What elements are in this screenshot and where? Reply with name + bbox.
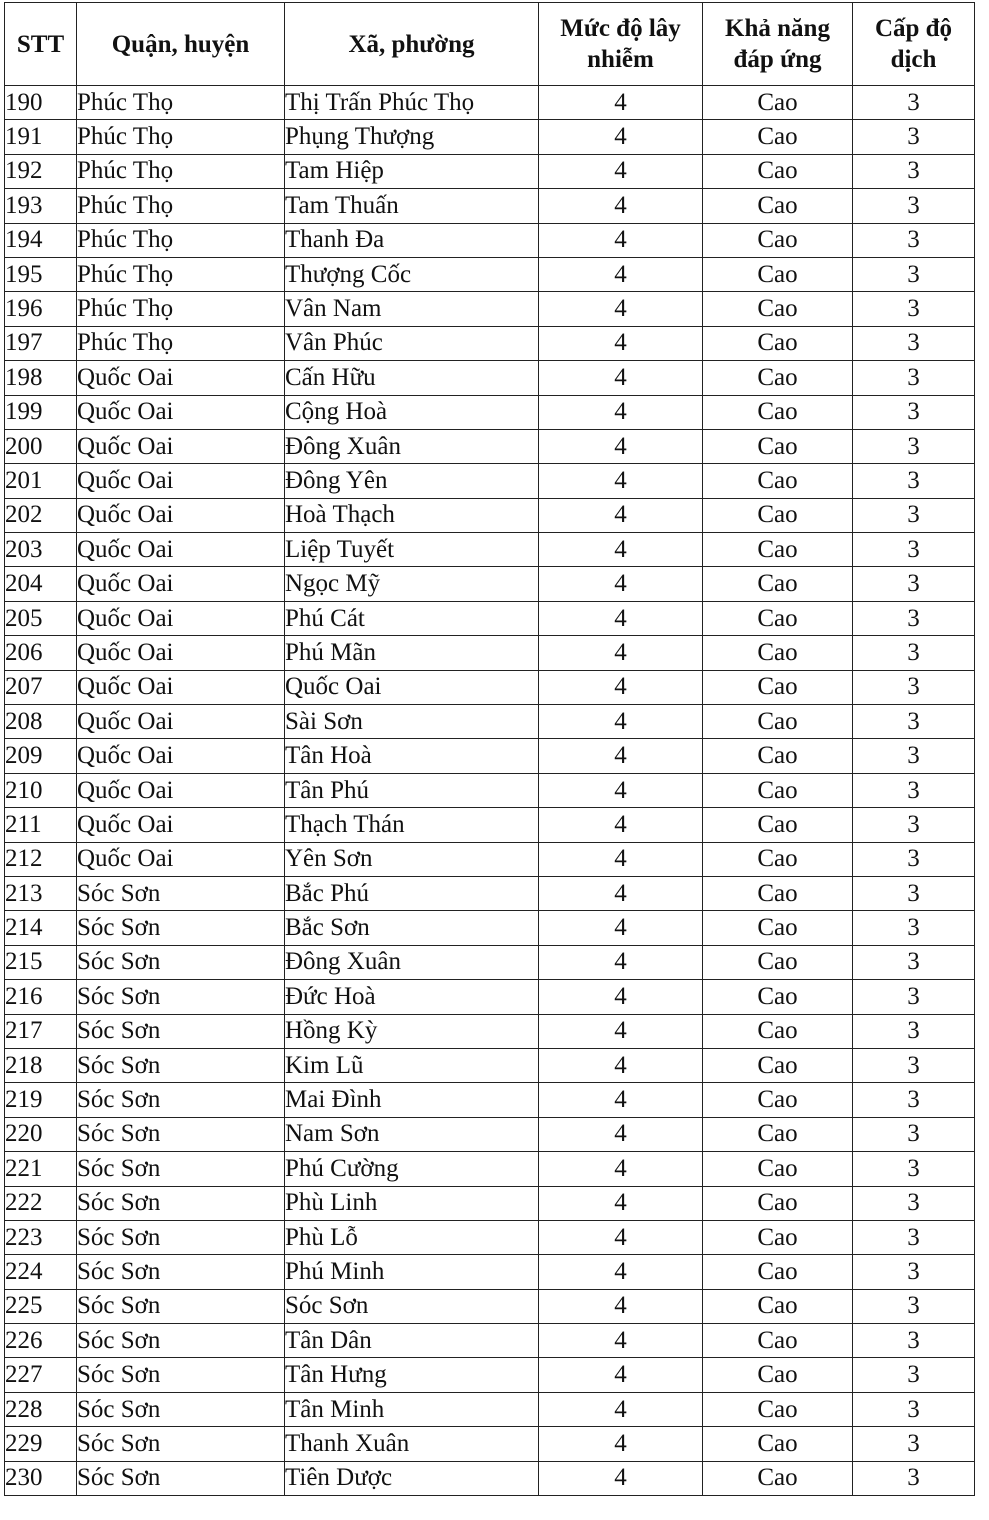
table-row bbox=[5, 739, 975, 773]
cell-ward: Bắc Phú bbox=[285, 876, 539, 910]
table-row bbox=[5, 601, 975, 635]
header-stt: STT bbox=[5, 3, 77, 86]
cell-stt: 190 bbox=[5, 86, 77, 120]
cell-infection-level: 4 bbox=[539, 464, 703, 498]
cell-ward: Bắc Sơn bbox=[285, 911, 539, 945]
cell-district: Sóc Sơn bbox=[77, 1220, 285, 1254]
header-row bbox=[5, 3, 975, 86]
cell-district: Quốc Oai bbox=[77, 498, 285, 532]
cell-ward: Thượng Cốc bbox=[285, 257, 539, 291]
cell-response-capacity: Cao bbox=[703, 601, 853, 635]
cell-infection-level: 4 bbox=[539, 876, 703, 910]
cell-ward: Tân Minh bbox=[285, 1392, 539, 1426]
cell-district: Sóc Sơn bbox=[77, 980, 285, 1014]
table-row bbox=[5, 1083, 975, 1117]
cell-ward: Tân Hoà bbox=[285, 739, 539, 773]
cell-ward: Phù Linh bbox=[285, 1186, 539, 1220]
cell-response-capacity: Cao bbox=[703, 292, 853, 326]
cell-response-capacity: Cao bbox=[703, 911, 853, 945]
cell-infection-level: 4 bbox=[539, 980, 703, 1014]
cell-district: Quốc Oai bbox=[77, 567, 285, 601]
cell-district: Quốc Oai bbox=[77, 636, 285, 670]
cell-ward: Vân Phúc bbox=[285, 326, 539, 360]
cell-ward: Kim Lũ bbox=[285, 1048, 539, 1082]
cell-district: Sóc Sơn bbox=[77, 1048, 285, 1082]
cell-stt: 207 bbox=[5, 670, 77, 704]
cell-infection-level: 4 bbox=[539, 120, 703, 154]
cell-district: Phúc Thọ bbox=[77, 86, 285, 120]
cell-response-capacity: Cao bbox=[703, 1358, 853, 1392]
cell-infection-level: 4 bbox=[539, 1392, 703, 1426]
cell-infection-level: 4 bbox=[539, 533, 703, 567]
cell-infection-level: 4 bbox=[539, 705, 703, 739]
cell-stt: 197 bbox=[5, 326, 77, 360]
cell-infection-level: 4 bbox=[539, 86, 703, 120]
cell-stt: 210 bbox=[5, 773, 77, 807]
cell-ward: Tân Phú bbox=[285, 773, 539, 807]
cell-stt: 198 bbox=[5, 361, 77, 395]
cell-response-capacity: Cao bbox=[703, 1186, 853, 1220]
table-row bbox=[5, 705, 975, 739]
table-row bbox=[5, 808, 975, 842]
cell-infection-level: 4 bbox=[539, 773, 703, 807]
cell-infection-level: 4 bbox=[539, 1152, 703, 1186]
cell-epidemic-level: 3 bbox=[853, 1255, 975, 1289]
table-row bbox=[5, 773, 975, 807]
cell-ward: Yên Sơn bbox=[285, 842, 539, 876]
table-row bbox=[5, 1289, 975, 1323]
cell-ward: Hồng Kỳ bbox=[285, 1014, 539, 1048]
table-row bbox=[5, 257, 975, 291]
table-row bbox=[5, 533, 975, 567]
table-row bbox=[5, 1461, 975, 1495]
cell-infection-level: 4 bbox=[539, 1289, 703, 1323]
table-header bbox=[5, 3, 975, 86]
table-row bbox=[5, 326, 975, 360]
cell-stt: 209 bbox=[5, 739, 77, 773]
cell-response-capacity: Cao bbox=[703, 705, 853, 739]
cell-response-capacity: Cao bbox=[703, 980, 853, 1014]
table-row bbox=[5, 429, 975, 463]
cell-district: Sóc Sơn bbox=[77, 1358, 285, 1392]
cell-ward: Quốc Oai bbox=[285, 670, 539, 704]
cell-response-capacity: Cao bbox=[703, 1324, 853, 1358]
cell-ward: Tiên Dược bbox=[285, 1461, 539, 1495]
cell-district: Sóc Sơn bbox=[77, 911, 285, 945]
cell-stt: 208 bbox=[5, 705, 77, 739]
cell-epidemic-level: 3 bbox=[853, 670, 975, 704]
cell-response-capacity: Cao bbox=[703, 154, 853, 188]
cell-epidemic-level: 3 bbox=[853, 498, 975, 532]
cell-infection-level: 4 bbox=[539, 257, 703, 291]
cell-epidemic-level: 3 bbox=[853, 429, 975, 463]
cell-response-capacity: Cao bbox=[703, 1152, 853, 1186]
cell-district: Phúc Thọ bbox=[77, 223, 285, 257]
cell-response-capacity: Cao bbox=[703, 773, 853, 807]
cell-stt: 217 bbox=[5, 1014, 77, 1048]
cell-infection-level: 4 bbox=[539, 911, 703, 945]
cell-stt: 229 bbox=[5, 1427, 77, 1461]
cell-epidemic-level: 3 bbox=[853, 361, 975, 395]
cell-ward: Đông Xuân bbox=[285, 429, 539, 463]
cell-infection-level: 4 bbox=[539, 223, 703, 257]
cell-stt: 213 bbox=[5, 876, 77, 910]
cell-epidemic-level: 3 bbox=[853, 773, 975, 807]
cell-epidemic-level: 3 bbox=[853, 1392, 975, 1426]
cell-district: Quốc Oai bbox=[77, 533, 285, 567]
cell-ward: Đông Yên bbox=[285, 464, 539, 498]
cell-ward: Nam Sơn bbox=[285, 1117, 539, 1151]
cell-ward: Thạch Thán bbox=[285, 808, 539, 842]
cell-epidemic-level: 3 bbox=[853, 945, 975, 979]
cell-infection-level: 4 bbox=[539, 189, 703, 223]
cell-response-capacity: Cao bbox=[703, 429, 853, 463]
cell-stt: 200 bbox=[5, 429, 77, 463]
cell-district: Sóc Sơn bbox=[77, 1461, 285, 1495]
cell-response-capacity: Cao bbox=[703, 395, 853, 429]
table-row bbox=[5, 945, 975, 979]
cell-epidemic-level: 3 bbox=[853, 86, 975, 120]
cell-infection-level: 4 bbox=[539, 842, 703, 876]
cell-infection-level: 4 bbox=[539, 808, 703, 842]
cell-epidemic-level: 3 bbox=[853, 1358, 975, 1392]
cell-epidemic-level: 3 bbox=[853, 189, 975, 223]
cell-ward: Phù Lỗ bbox=[285, 1220, 539, 1254]
cell-response-capacity: Cao bbox=[703, 1427, 853, 1461]
cell-ward: Đông Xuân bbox=[285, 945, 539, 979]
table-row bbox=[5, 1014, 975, 1048]
header-district: Quận, huyện bbox=[77, 3, 285, 86]
cell-response-capacity: Cao bbox=[703, 636, 853, 670]
cell-infection-level: 4 bbox=[539, 395, 703, 429]
cell-stt: 203 bbox=[5, 533, 77, 567]
cell-response-capacity: Cao bbox=[703, 1048, 853, 1082]
cell-infection-level: 4 bbox=[539, 567, 703, 601]
cell-infection-level: 4 bbox=[539, 1461, 703, 1495]
cell-response-capacity: Cao bbox=[703, 120, 853, 154]
cell-infection-level: 4 bbox=[539, 1117, 703, 1151]
cell-district: Sóc Sơn bbox=[77, 1289, 285, 1323]
cell-infection-level: 4 bbox=[539, 1220, 703, 1254]
cell-response-capacity: Cao bbox=[703, 257, 853, 291]
table-row bbox=[5, 86, 975, 120]
cell-ward: Mai Đình bbox=[285, 1083, 539, 1117]
cell-epidemic-level: 3 bbox=[853, 601, 975, 635]
table-row bbox=[5, 498, 975, 532]
cell-ward: Thanh Đa bbox=[285, 223, 539, 257]
cell-response-capacity: Cao bbox=[703, 1289, 853, 1323]
cell-stt: 205 bbox=[5, 601, 77, 635]
table-row bbox=[5, 154, 975, 188]
cell-infection-level: 4 bbox=[539, 1324, 703, 1358]
cell-epidemic-level: 3 bbox=[853, 705, 975, 739]
cell-stt: 196 bbox=[5, 292, 77, 326]
cell-epidemic-level: 3 bbox=[853, 842, 975, 876]
table-row bbox=[5, 1427, 975, 1461]
cell-epidemic-level: 3 bbox=[853, 980, 975, 1014]
cell-district: Quốc Oai bbox=[77, 361, 285, 395]
cell-epidemic-level: 3 bbox=[853, 1324, 975, 1358]
cell-response-capacity: Cao bbox=[703, 1083, 853, 1117]
cell-infection-level: 4 bbox=[539, 361, 703, 395]
cell-stt: 201 bbox=[5, 464, 77, 498]
cell-epidemic-level: 3 bbox=[853, 223, 975, 257]
cell-district: Phúc Thọ bbox=[77, 257, 285, 291]
cell-response-capacity: Cao bbox=[703, 567, 853, 601]
cell-epidemic-level: 3 bbox=[853, 1152, 975, 1186]
cell-response-capacity: Cao bbox=[703, 533, 853, 567]
cell-district: Sóc Sơn bbox=[77, 1152, 285, 1186]
cell-district: Sóc Sơn bbox=[77, 1324, 285, 1358]
cell-epidemic-level: 3 bbox=[853, 326, 975, 360]
table-row bbox=[5, 1048, 975, 1082]
table-row bbox=[5, 464, 975, 498]
cell-stt: 219 bbox=[5, 1083, 77, 1117]
cell-epidemic-level: 3 bbox=[853, 567, 975, 601]
cell-ward: Phú Cường bbox=[285, 1152, 539, 1186]
cell-stt: 192 bbox=[5, 154, 77, 188]
table-row bbox=[5, 1186, 975, 1220]
cell-epidemic-level: 3 bbox=[853, 120, 975, 154]
table-row bbox=[5, 567, 975, 601]
table-row bbox=[5, 223, 975, 257]
cell-ward: Phú Minh bbox=[285, 1255, 539, 1289]
cell-epidemic-level: 3 bbox=[853, 257, 975, 291]
cell-district: Phúc Thọ bbox=[77, 292, 285, 326]
cell-response-capacity: Cao bbox=[703, 86, 853, 120]
header-infection-level: Mức độ lây nhiễm bbox=[539, 3, 703, 86]
cell-stt: 222 bbox=[5, 1186, 77, 1220]
cell-stt: 199 bbox=[5, 395, 77, 429]
cell-stt: 228 bbox=[5, 1392, 77, 1426]
table-row bbox=[5, 1117, 975, 1151]
cell-district: Quốc Oai bbox=[77, 670, 285, 704]
cell-ward: Sài Sơn bbox=[285, 705, 539, 739]
cell-epidemic-level: 3 bbox=[853, 876, 975, 910]
cell-district: Phúc Thọ bbox=[77, 326, 285, 360]
cell-stt: 224 bbox=[5, 1255, 77, 1289]
cell-response-capacity: Cao bbox=[703, 808, 853, 842]
table-row bbox=[5, 1358, 975, 1392]
table-row bbox=[5, 189, 975, 223]
table-row bbox=[5, 670, 975, 704]
cell-epidemic-level: 3 bbox=[853, 808, 975, 842]
cell-ward: Cấn Hữu bbox=[285, 361, 539, 395]
cell-response-capacity: Cao bbox=[703, 1117, 853, 1151]
cell-district: Quốc Oai bbox=[77, 842, 285, 876]
cell-district: Quốc Oai bbox=[77, 464, 285, 498]
header-response-capacity: Khả năng đáp ứng bbox=[703, 3, 853, 86]
cell-epidemic-level: 3 bbox=[853, 464, 975, 498]
cell-infection-level: 4 bbox=[539, 1014, 703, 1048]
cell-response-capacity: Cao bbox=[703, 498, 853, 532]
cell-ward: Vân Nam bbox=[285, 292, 539, 326]
cell-district: Sóc Sơn bbox=[77, 1186, 285, 1220]
cell-stt: 191 bbox=[5, 120, 77, 154]
cell-stt: 214 bbox=[5, 911, 77, 945]
cell-response-capacity: Cao bbox=[703, 1220, 853, 1254]
cell-district: Sóc Sơn bbox=[77, 1117, 285, 1151]
cell-epidemic-level: 3 bbox=[853, 1083, 975, 1117]
cell-infection-level: 4 bbox=[539, 1186, 703, 1220]
cell-ward: Thanh Xuân bbox=[285, 1427, 539, 1461]
cell-stt: 204 bbox=[5, 567, 77, 601]
cell-ward: Tam Thuấn bbox=[285, 189, 539, 223]
cell-district: Phúc Thọ bbox=[77, 154, 285, 188]
cell-response-capacity: Cao bbox=[703, 1392, 853, 1426]
cell-infection-level: 4 bbox=[539, 601, 703, 635]
cell-stt: 220 bbox=[5, 1117, 77, 1151]
cell-stt: 216 bbox=[5, 980, 77, 1014]
epidemic-level-table bbox=[4, 2, 975, 1496]
cell-response-capacity: Cao bbox=[703, 1461, 853, 1495]
cell-epidemic-level: 3 bbox=[853, 533, 975, 567]
cell-ward: Đức Hoà bbox=[285, 980, 539, 1014]
cell-epidemic-level: 3 bbox=[853, 395, 975, 429]
cell-infection-level: 4 bbox=[539, 1358, 703, 1392]
cell-ward: Cộng Hoà bbox=[285, 395, 539, 429]
cell-stt: 206 bbox=[5, 636, 77, 670]
cell-response-capacity: Cao bbox=[703, 189, 853, 223]
cell-infection-level: 4 bbox=[539, 1083, 703, 1117]
cell-ward: Hoà Thạch bbox=[285, 498, 539, 532]
cell-stt: 193 bbox=[5, 189, 77, 223]
cell-epidemic-level: 3 bbox=[853, 1220, 975, 1254]
table-row bbox=[5, 120, 975, 154]
cell-district: Sóc Sơn bbox=[77, 1427, 285, 1461]
cell-stt: 211 bbox=[5, 808, 77, 842]
cell-response-capacity: Cao bbox=[703, 223, 853, 257]
cell-ward: Phú Cát bbox=[285, 601, 539, 635]
cell-epidemic-level: 3 bbox=[853, 292, 975, 326]
cell-ward: Tân Hưng bbox=[285, 1358, 539, 1392]
cell-district: Sóc Sơn bbox=[77, 876, 285, 910]
cell-ward: Sóc Sơn bbox=[285, 1289, 539, 1323]
cell-response-capacity: Cao bbox=[703, 464, 853, 498]
cell-district: Phúc Thọ bbox=[77, 189, 285, 223]
cell-infection-level: 4 bbox=[539, 1427, 703, 1461]
header-ward: Xã, phường bbox=[285, 3, 539, 86]
cell-epidemic-level: 3 bbox=[853, 1117, 975, 1151]
table-row bbox=[5, 842, 975, 876]
cell-district: Sóc Sơn bbox=[77, 1255, 285, 1289]
cell-district: Phúc Thọ bbox=[77, 120, 285, 154]
cell-district: Quốc Oai bbox=[77, 429, 285, 463]
cell-district: Quốc Oai bbox=[77, 773, 285, 807]
table-row bbox=[5, 1324, 975, 1358]
cell-stt: 225 bbox=[5, 1289, 77, 1323]
cell-response-capacity: Cao bbox=[703, 876, 853, 910]
cell-response-capacity: Cao bbox=[703, 670, 853, 704]
table-row bbox=[5, 292, 975, 326]
cell-ward: Liệp Tuyết bbox=[285, 533, 539, 567]
cell-response-capacity: Cao bbox=[703, 739, 853, 773]
cell-ward: Thị Trấn Phúc Thọ bbox=[285, 86, 539, 120]
cell-response-capacity: Cao bbox=[703, 1014, 853, 1048]
cell-stt: 227 bbox=[5, 1358, 77, 1392]
cell-infection-level: 4 bbox=[539, 670, 703, 704]
cell-epidemic-level: 3 bbox=[853, 1014, 975, 1048]
cell-epidemic-level: 3 bbox=[853, 739, 975, 773]
cell-stt: 221 bbox=[5, 1152, 77, 1186]
cell-district: Sóc Sơn bbox=[77, 1083, 285, 1117]
cell-district: Quốc Oai bbox=[77, 739, 285, 773]
table-row bbox=[5, 1220, 975, 1254]
cell-infection-level: 4 bbox=[539, 326, 703, 360]
cell-epidemic-level: 3 bbox=[853, 154, 975, 188]
cell-infection-level: 4 bbox=[539, 292, 703, 326]
cell-stt: 202 bbox=[5, 498, 77, 532]
header-epidemic-level: Cấp độ dịch bbox=[853, 3, 975, 86]
table-row bbox=[5, 361, 975, 395]
cell-district: Quốc Oai bbox=[77, 601, 285, 635]
table-row bbox=[5, 1152, 975, 1186]
cell-response-capacity: Cao bbox=[703, 326, 853, 360]
cell-ward: Ngọc Mỹ bbox=[285, 567, 539, 601]
cell-ward: Phú Mãn bbox=[285, 636, 539, 670]
table-body bbox=[5, 86, 975, 1496]
cell-stt: 212 bbox=[5, 842, 77, 876]
cell-infection-level: 4 bbox=[539, 1048, 703, 1082]
cell-district: Quốc Oai bbox=[77, 395, 285, 429]
cell-infection-level: 4 bbox=[539, 154, 703, 188]
cell-infection-level: 4 bbox=[539, 739, 703, 773]
table-row bbox=[5, 636, 975, 670]
cell-district: Sóc Sơn bbox=[77, 1014, 285, 1048]
cell-epidemic-level: 3 bbox=[853, 1427, 975, 1461]
cell-stt: 230 bbox=[5, 1461, 77, 1495]
cell-response-capacity: Cao bbox=[703, 945, 853, 979]
table-row bbox=[5, 395, 975, 429]
table-row bbox=[5, 876, 975, 910]
cell-ward: Tam Hiệp bbox=[285, 154, 539, 188]
cell-ward: Tân Dân bbox=[285, 1324, 539, 1358]
cell-response-capacity: Cao bbox=[703, 361, 853, 395]
cell-stt: 194 bbox=[5, 223, 77, 257]
cell-response-capacity: Cao bbox=[703, 1255, 853, 1289]
cell-ward: Phụng Thượng bbox=[285, 120, 539, 154]
cell-epidemic-level: 3 bbox=[853, 1461, 975, 1495]
cell-response-capacity: Cao bbox=[703, 842, 853, 876]
cell-infection-level: 4 bbox=[539, 636, 703, 670]
cell-district: Sóc Sơn bbox=[77, 945, 285, 979]
table-row bbox=[5, 1255, 975, 1289]
cell-epidemic-level: 3 bbox=[853, 1186, 975, 1220]
cell-stt: 215 bbox=[5, 945, 77, 979]
cell-epidemic-level: 3 bbox=[853, 1289, 975, 1323]
cell-district: Quốc Oai bbox=[77, 705, 285, 739]
cell-infection-level: 4 bbox=[539, 945, 703, 979]
cell-district: Quốc Oai bbox=[77, 808, 285, 842]
cell-epidemic-level: 3 bbox=[853, 636, 975, 670]
cell-stt: 218 bbox=[5, 1048, 77, 1082]
cell-epidemic-level: 3 bbox=[853, 1048, 975, 1082]
cell-stt: 226 bbox=[5, 1324, 77, 1358]
cell-infection-level: 4 bbox=[539, 498, 703, 532]
table-row bbox=[5, 1392, 975, 1426]
cell-district: Sóc Sơn bbox=[77, 1392, 285, 1426]
cell-stt: 223 bbox=[5, 1220, 77, 1254]
cell-epidemic-level: 3 bbox=[853, 911, 975, 945]
cell-infection-level: 4 bbox=[539, 429, 703, 463]
table-row bbox=[5, 980, 975, 1014]
cell-infection-level: 4 bbox=[539, 1255, 703, 1289]
cell-stt: 195 bbox=[5, 257, 77, 291]
table-row bbox=[5, 911, 975, 945]
